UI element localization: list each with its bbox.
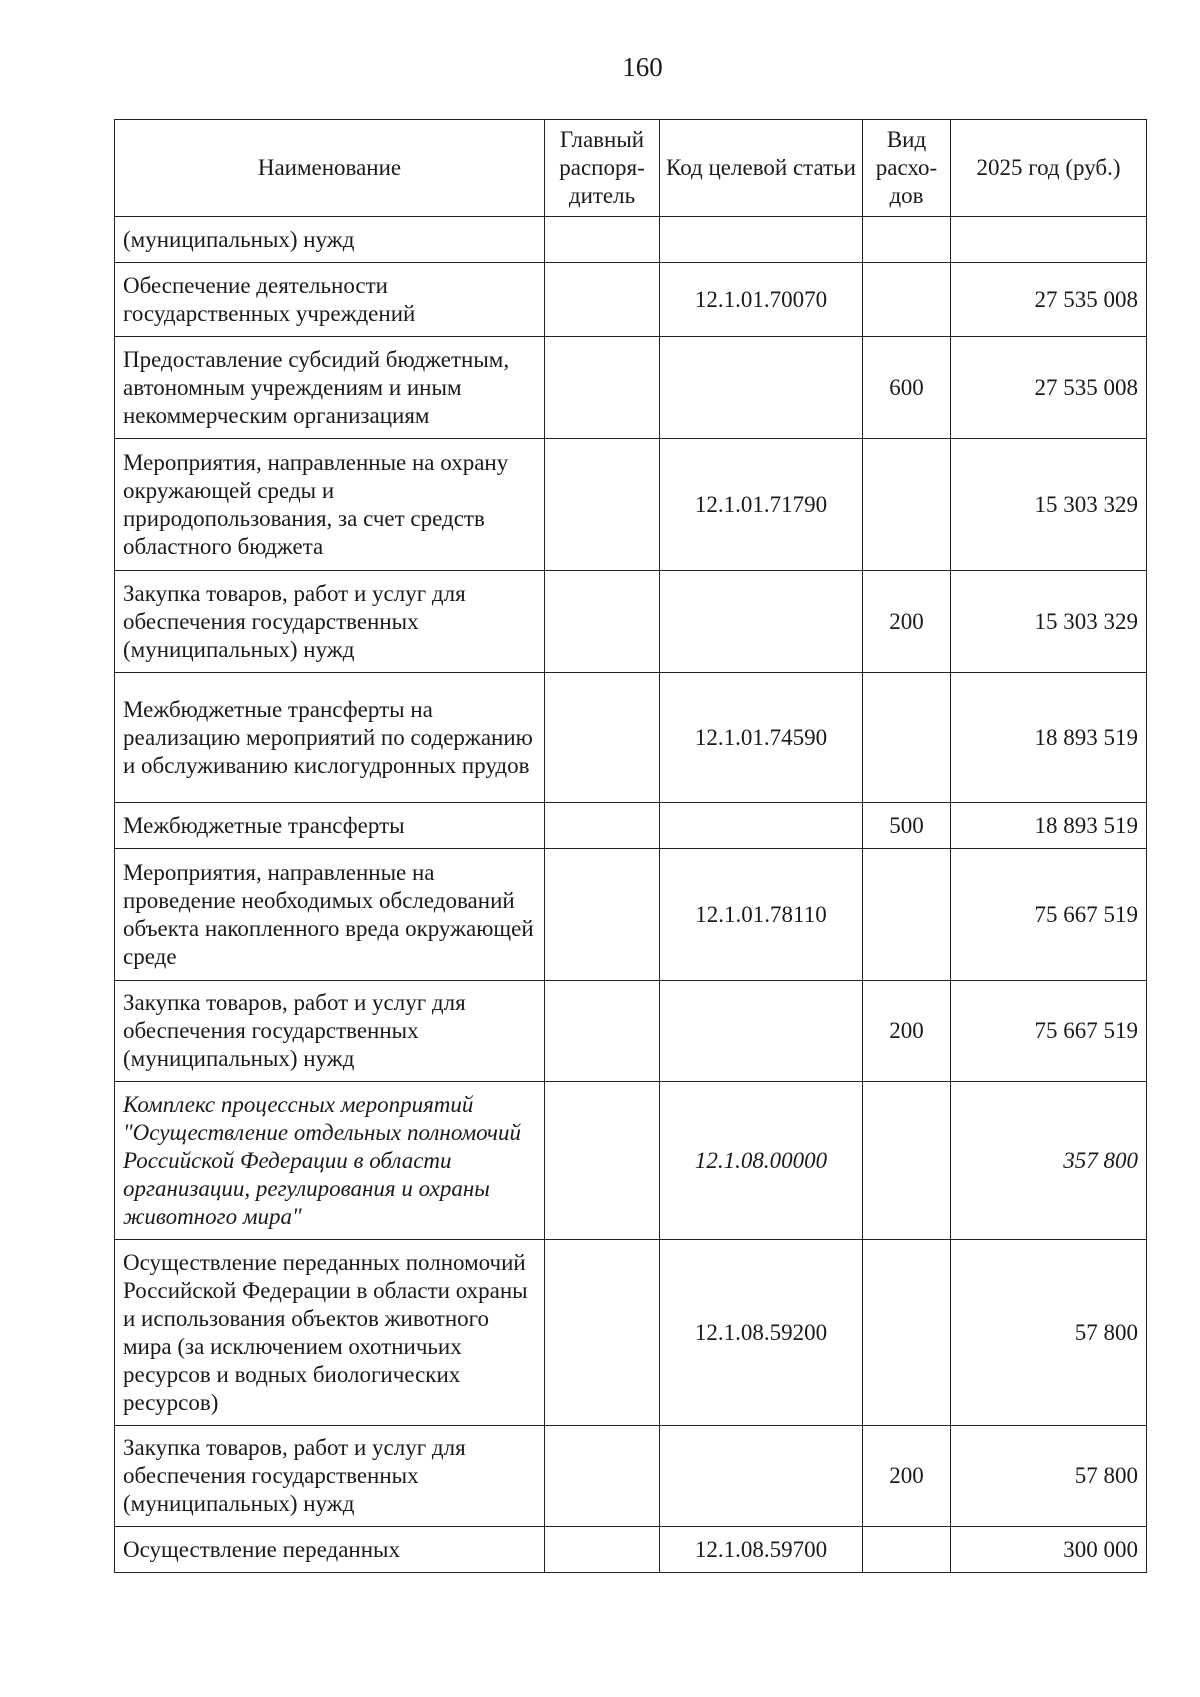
row-type: 200 (863, 981, 951, 1082)
row-code (660, 337, 863, 439)
row-code (660, 803, 863, 849)
row-code: 12.1.01.78110 (660, 849, 863, 981)
row-manager (545, 1240, 660, 1426)
page-number: 160 (622, 52, 663, 82)
row-type (863, 217, 951, 263)
row-code (660, 981, 863, 1082)
table-row (115, 1527, 1147, 1573)
row-manager (545, 337, 660, 439)
row-amount (951, 217, 1147, 263)
row-code (660, 1426, 863, 1527)
row-name: Осуществление переданных (115, 1527, 545, 1573)
row-name: Комплекс процессных мероприятий "Осуществление отдельных полномочий Российской Федерации в области организации, регулирования и охраны животного мира" (115, 1082, 545, 1240)
row-name: Закупка товаров, работ и услуг для обеспечения государственных (муниципальных) нужд (115, 981, 545, 1082)
row-manager (545, 571, 660, 673)
row-code (660, 571, 863, 673)
row-name: Обеспечение деятельности государственных учреждений (115, 263, 545, 337)
row-amount: 18 893 519 (951, 673, 1147, 803)
row-manager (545, 263, 660, 337)
row-type (863, 1082, 951, 1240)
row-type (863, 1527, 951, 1573)
row-amount: 75 667 519 (951, 849, 1147, 981)
row-name: Мероприятия, направленные на проведение необходимых обследований объекта накопленного вреда окружающей среде (115, 849, 545, 981)
row-manager (545, 1426, 660, 1527)
table-row (115, 439, 1147, 571)
row-amount: 75 667 519 (951, 981, 1147, 1082)
row-code: 12.1.08.00000 (660, 1082, 863, 1240)
row-code: 12.1.08.59200 (660, 1240, 863, 1426)
row-name: Предоставление субсидий бюджетным, автономным учреждениям и иным некоммерческим организациям (115, 337, 545, 439)
row-amount: 300 000 (951, 1527, 1147, 1573)
row-manager (545, 803, 660, 849)
row-code: 12.1.01.74590 (660, 673, 863, 803)
table-row (115, 673, 1147, 803)
row-manager (545, 1527, 660, 1573)
table-row (115, 803, 1147, 849)
row-amount: 57 800 (951, 1426, 1147, 1527)
header-amount: 2025 год (руб.) (951, 120, 1147, 217)
table-row (115, 849, 1147, 981)
table-row (115, 571, 1147, 673)
header-code: Код целевой статьи (660, 120, 863, 217)
row-type: 200 (863, 1426, 951, 1527)
row-type (863, 263, 951, 337)
row-amount: 27 535 008 (951, 263, 1147, 337)
row-amount: 357 800 (951, 1082, 1147, 1240)
row-amount: 15 303 329 (951, 439, 1147, 571)
row-amount: 15 303 329 (951, 571, 1147, 673)
row-manager (545, 217, 660, 263)
table-row (115, 217, 1147, 263)
table-row (115, 981, 1147, 1082)
table-row (115, 263, 1147, 337)
table-row (115, 1082, 1147, 1240)
row-amount: 57 800 (951, 1240, 1147, 1426)
row-name: Закупка товаров, работ и услуг для обеспечения государственных (муниципальных) нужд (115, 571, 545, 673)
row-name: Межбюджетные трансферты (115, 803, 545, 849)
row-code: 12.1.01.71790 (660, 439, 863, 571)
row-code: 12.1.08.59700 (660, 1527, 863, 1573)
row-type (863, 1240, 951, 1426)
row-type (863, 439, 951, 571)
row-type (863, 849, 951, 981)
row-name: Закупка товаров, работ и услуг для обеспечения государственных (муниципальных) нужд (115, 1426, 545, 1527)
row-amount: 27 535 008 (951, 337, 1147, 439)
table-row (115, 337, 1147, 439)
row-manager (545, 673, 660, 803)
row-name: Межбюджетные трансферты на реализацию мероприятий по содержанию и обслуживанию кислогудронных прудов (115, 673, 545, 803)
budget-table (114, 119, 1147, 1573)
row-code (660, 217, 863, 263)
row-name: Осуществление переданных полномочий Российской Федерации в области охраны и использования объектов животного мира (за исключением охотничьих ресурсов и водных биологических ресурсов) (115, 1240, 545, 1426)
table-row (115, 1240, 1147, 1426)
row-name: (муниципальных) нужд (115, 217, 545, 263)
row-type: 500 (863, 803, 951, 849)
row-type: 200 (863, 571, 951, 673)
header-name: Наименование (115, 120, 545, 217)
row-manager (545, 1082, 660, 1240)
table-header-row (115, 120, 1147, 217)
row-manager (545, 849, 660, 981)
row-type: 600 (863, 337, 951, 439)
header-type: Вид расхо-дов (863, 120, 951, 217)
row-manager (545, 981, 660, 1082)
table-row (115, 1426, 1147, 1527)
row-name: Мероприятия, направленные на охрану окружающей среды и природопользования, за счет средств областного бюджета (115, 439, 545, 571)
row-type (863, 673, 951, 803)
row-code: 12.1.01.70070 (660, 263, 863, 337)
row-amount: 18 893 519 (951, 803, 1147, 849)
row-manager (545, 439, 660, 571)
header-manager: Главный распоря-дитель (545, 120, 660, 217)
